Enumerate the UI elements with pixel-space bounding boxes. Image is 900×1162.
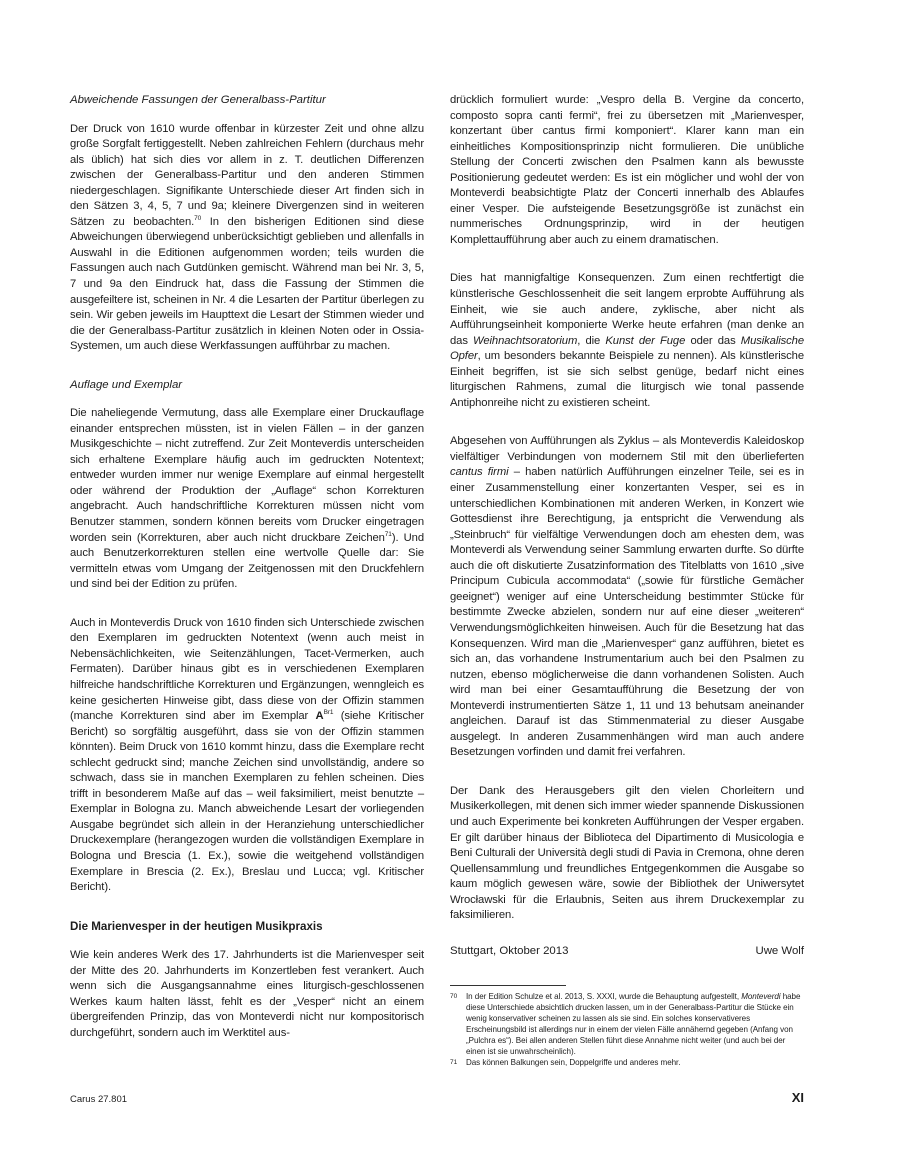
text: – haben natürlich Aufführungen einzelner Teile, sei es in einer Zusammenstellung einer konzertanten Vesper, sei es in unterschiedlichen Kombinationen mit anderen Werken, in Konzert wie Gottesdienst ihre Berechtigung, ja entspricht die Verwendung als „Steinbruch“ für vielfältige Verwendungen doch am ehesten dem, was Monteverdi als Verwendung seiner Sammlung erwarten durfte. So dürfte auch die oft diskutierte Zusatzinformation des Titelblatts von 1610 „sive Principum Cubicula accommodata“ („sowie für fürstliche Gemächer geeignet“) weniger auf eine Unterscheidung bestimmter Stücke für bestimmte Zwecke abzielen, sondern nur auf eine dieser „weiteren“ Verwendungsmöglichkeiten hinweisen. Auch für die Besetzung hat das Konsequenzen. Wird man die „Marienvesper“ ganz aufführen, bietet es sich an, das vorhandene Instrumentarium auch bei den Psalmen zu nutzen, ebenso möglicherweise die dann vorhandenen Solisten. Auch wird man bei einer Gesamtaufführung die Besetzung der von Monteverdi instrumentierten Sätze 1, 11 und 13 behutsam aneinander angleichen. Darauf ist das Stimmenmaterial zu dieser Ausgabe ausgelegt. In anderen Zusammenhängen wird man auch andere Besetzungen vorfinden und damit frei verfahren. — [450, 466, 804, 759]
footnote-mark: 70 — [450, 993, 458, 1001]
italic-term: cantus firmi — [450, 466, 509, 479]
footnote-ref: 70 — [194, 214, 202, 222]
page-number: XI — [791, 1090, 804, 1105]
text: Auch in Monteverdis Druck von 1610 finden sich Unterschiede zwischen den Exemplaren im gedruckten Notentext (wenn auch meist in Nebensächlichkeiten, wie Seitenzählungen, Tacet-Vermerken, auch Fermaten). Darüber hinaus gibt es in verschiedenen Exemplaren hilfreiche handschriftliche Korrekturen und Ergänzungen, wenngleich es keine gesicherten Hinweise gibt, dass diese von der Offizin stammen (manche Korrekturen sind aber im Exemplar — [70, 616, 424, 723]
italic-title: Kunst der Fuge — [605, 334, 686, 347]
text: Abgesehen von Aufführungen als Zyklus – als Monteverdis Kaleidoskop vielfältiger Verbindungen von modernem Stil mit den überlieferten — [450, 435, 804, 463]
place-date: Stuttgart, Oktober 2013 — [450, 944, 569, 957]
text: In der Edition Schulze et al. 2013, S. XXXI, wurde die Behauptung aufgestellt, — [466, 992, 742, 1002]
author: Uwe Wolf — [755, 944, 804, 957]
italic-title: Musikalische Opfer — [450, 334, 804, 363]
text: oder das — [685, 334, 741, 347]
text: Dies hat mannigfaltige Konsequenzen. Zum einen rechtfertigt die künstlerische Geschlossenheit die seit langem erprobte Aufführung als Einheit, wie sie auch andere, zyklische, aber nicht als Aufführungseinheit komponierte Werke heute erfahren (man denke an das — [450, 272, 804, 347]
italic-title: Weihnachtsoratorium — [473, 334, 578, 347]
text: In den bisherigen Editionen sind diese Abweichungen überwiegend unberücksichtigt geblieben und allenfalls in Auswahl in die Editionen aufgenommen worden; teils wurden die Fassungen auch nach Gutdünken gemischt. Während man bei Nr. 3, 5, 7 und 9a den Eindruck hat, dass die Fassung der Stimmen die ausgefeiltere ist, scheinen in Nr. 4 die Lesarten der Partitur überlegen zu sein. Wir geben jeweils im Haupttext die Lesart der Stimmen wieder und die der Generalbass-Partitur zusätzlich in kleinen Noten oder in Ossia-Systemen, um auch diese Werkfassungen aufführbar zu machen. — [70, 215, 424, 353]
siglum: A — [315, 710, 324, 723]
right-column — [450, 93, 804, 1069]
paragraph-dank: Der Dank des Herausgebers gilt den vielen Chorleitern und Musikerkollegen, mit denen sich immer wieder spannende Diskussionen und auch Experimente bei konkreten Aufführungen der Vesper ergaben. Er gilt darüber hinaus der Biblioteca del Dipartimento di Musicologia e Beni Culturali der Università degli studi di Pavia in Cremona, ohne deren Quellensammlung und freundliches Entgegenkommen die Ausgabe so kaum möglich gewesen wäre, sowie der Bibliothek der Uniwersytet Wrocławski für die Erlaubnis, Seiten aus ihrem Druckexemplar zu faksimilieren. — [450, 784, 804, 922]
footnote-mark: 71 — [450, 1058, 458, 1066]
footnote-ref: 71 — [384, 530, 392, 538]
footnote-70 — [450, 992, 804, 1057]
text: (siehe Kritischer Bericht) so sorgfältig ausgeführt, dass sie von der Offizin stammen könnten). Beim Druck von 1610 kommt hinzu, dass die Exemplare recht schlecht gedruckt sind; manche Zeichen sind unvollständig, andere so schwach, dass sie in manchen Exemplaren zu fehlen scheinen. Dies trifft in besonderem Maße auf das – weil faksimiliert, meist benutzte – Exemplar in Bologna zu. Manch abweichende Lesart der vorliegenden Ausgabe begründet sich allein in der Heranziehung unterschiedlicher Druckexemplare (herangezogen wurden die vollständigen Exemplare in Bologna und Brescia (1. Ex.), sowie die weitgehend vollständigen Exemplare in Brescia (2. Ex.), Breslau und Lucca; vgl. Kritischer Bericht). — [70, 710, 424, 894]
text: Die naheliegende Vermutung, dass alle Exemplare einer Druckauflage einander entsprechen müssten, ist in vielen Fällen – in der ganzen Musikgeschichte – nicht zutreffend. Zur Zeit Monteverdis unterscheiden sich erhaltene Exemplare häufig auch im gedruckten Notentext; entweder wurden immer nur wenige Exemplare auf einmal hergestellt oder während der Produktion der „Auflage“ schon Korrekturen angebracht. Auch handschriftliche Korrekturen müssen nicht vom Benutzer stammen, sondern können bereits vom Drucker eingetragen worden sein (Korrekturen, aber auch nicht druckbare Zeichen — [70, 407, 424, 544]
text: Der Druck von 1610 wurde offenbar in kürzester Zeit und ohne allzu große Sorgfalt fertiggestellt. Neben zahlreichen Fehlern (durchaus mehr als üblich) hat sich dies vor allem in z. T. deutlichen Differenzen zwischen der Generalbass-Partitur und den anderen Stimmen niedergeschlagen. Signifikante Unterschiede dieser Art finden sich in den Sätzen 3, 4, 5, 7 und 9a; kleinere Divergenzen sind in weiteren Sätzen zu beobachten. — [70, 122, 424, 228]
subheading-auflage: Auflage und Exemplar — [70, 378, 183, 391]
paragraph-druck-1610 — [70, 616, 424, 896]
text: ). Und auch Benutzerkorrekturen stellen eine wertvolle Quelle dar: Sie vermitteln etwas vom Umgang der Zeitgenossen mit den Druckfehlern und sind bei der Edition zu prüfen. — [70, 531, 424, 591]
paragraph-auflage — [70, 406, 424, 593]
section-title: Die Marienvesper in der heutigen Musikpraxis — [70, 919, 323, 933]
footnote-71 — [450, 1058, 804, 1069]
signature — [450, 944, 804, 960]
italic-term: Monteverdi — [741, 992, 781, 1002]
paragraph-auffuehrungen — [450, 434, 804, 760]
subheading-generalbass: Abweichende Fassungen der Generalbass-Partitur — [70, 94, 326, 106]
paragraph-titel: drücklich formuliert wurde: „Vespro della B. Vergine da concerto, composto sopra canti fermi“, frei zu übersetzen mit „Marienvesper, konzertant über cantus firmi komponiert“. Klarer kann man ein einheitliches Kompositionsprinzip nicht formulieren. Die unübliche Stellung der Concerti zwischen den Psalmen kann als bewusste Positionierung gedeutet werden: Es ist ein möglicher und wohl der von Monteverdi beabsichtigte Platz der Concerti innerhalb des Ablaufes einer Vesper. Die aufsteigende Besetzungsgröße ist zunächst ein nummerisches Ordnungsprinzip, wird in der heutigen Komplettaufführung aber auch zu einem dramatischen. — [450, 94, 804, 246]
siglum-superscript: Br1 — [323, 709, 334, 717]
catalog-number: Carus 27.801 — [70, 1094, 128, 1105]
text: , um besonders bekannte Beispiele zu nennen). Als künstlerische Einheit begriffen, ist sie sich selbst genüge, bedarf nicht eines liturgischen Rahmens, zumal die liturgisch wie tonal passende Antiphonreihe nicht zu existieren scheint. — [450, 350, 804, 409]
paragraph-generalbass — [70, 122, 424, 355]
text: Das können Balkungen sein, Doppelgriffe und anderes mehr. — [466, 1057, 681, 1067]
footnote-divider — [450, 985, 566, 986]
left-column — [70, 93, 424, 1055]
text: habe diese Unterschiede absichtlich drucken lassen, um in der Generalbass-Partitur die Stücke ein wenig konservativer scheinen zu lassen als sie sind. Ein solches konservativeres Erscheinungsbild ist allerdings nur in einem der vielen Fälle annähernd gegeben (Anfang von „Pulchra es“). Bei allen anderen Stellen führt diese Annahme nicht weiter (und auch bei der einen ist sie unwahrscheinlich). — [466, 992, 801, 1056]
paragraph-musikpraxis: Wie kein anderes Werk des 17. Jahrhunderts ist die Marienvesper seit der Mitte des 20. Jahrhunderts im Konzertleben fest verankert. Auch wenn sich die Ausgangsannahme eines liturgisch-geschlossenen Werkes kaum halten lässt, fehlt es der „Vesper“ nicht an einem übergreifenden Prinzip, das von Monteverdi nicht nur kompositorisch durchgeführt, sondern auch im Werktitel aus- — [70, 949, 424, 1039]
paragraph-konsequenzen — [450, 271, 804, 411]
text: , die — [577, 334, 606, 347]
